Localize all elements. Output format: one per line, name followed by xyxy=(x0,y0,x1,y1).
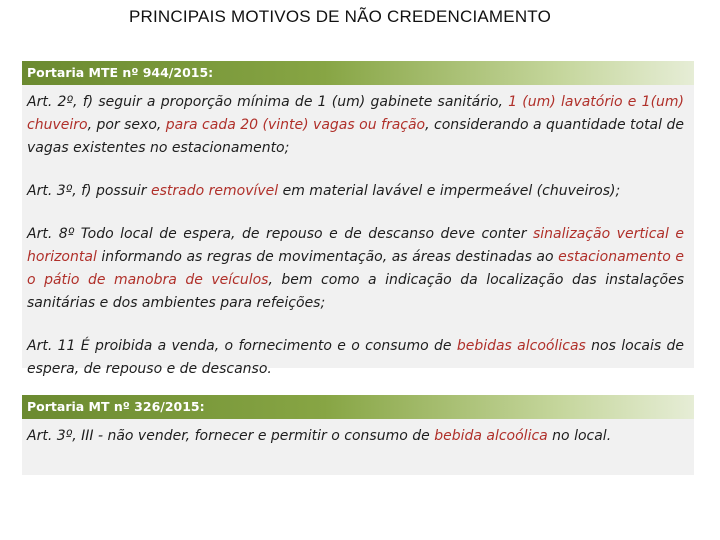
paragraph-text: informando as regras de movimentação, as áreas destinadas ao xyxy=(96,249,559,265)
paragraph-text: Art. 3º, f) possuir xyxy=(27,183,151,199)
paragraph-text: Art. 11 É proibida a venda, o fornecimento e o consumo de xyxy=(27,338,457,354)
section-header: Portaria MT nº 326/2015: xyxy=(22,395,694,419)
highlighted-text: para cada 20 (vinte) vagas ou fração xyxy=(165,117,426,133)
highlighted-text: bebida alcoólica xyxy=(434,428,548,444)
paragraph-text: nos locais de espera, de repouso e de descanso. xyxy=(27,338,684,377)
highlighted-text: estacionamento e o pátio de manobra de veículos xyxy=(27,249,684,288)
paragraph-text: no local. xyxy=(547,428,612,444)
section-body xyxy=(22,419,694,448)
paragraph-text: , por sexo, xyxy=(87,117,166,133)
highlighted-text: 1 (um) lavatório e 1(um) chuveiro xyxy=(27,94,684,133)
page-title: PRINCIPAIS MOTIVOS DE NÃO CREDENCIAMENTO xyxy=(128,7,552,26)
paragraph-text: Art. 8º Todo local de espera, de repouso e de descanso deve conter xyxy=(27,226,533,242)
highlighted-text: bebidas alcoólicas xyxy=(456,338,586,354)
highlighted-text: estrado removível xyxy=(150,183,279,199)
article-paragraph xyxy=(27,425,684,448)
article-paragraph xyxy=(27,91,684,160)
highlighted-text: sinalização vertical e horizontal xyxy=(27,226,684,265)
section-header: Portaria MTE nº 944/2015: xyxy=(22,61,694,85)
article-paragraph xyxy=(27,180,684,203)
paragraph-text: Art. 2º, f) seguir a proporção mínima de 1 (um) gabinete sanitário, xyxy=(27,94,509,110)
paragraph-text: em material lavável e impermeável (chuveiros); xyxy=(278,183,621,199)
article-paragraph xyxy=(27,335,684,381)
section-portaria-944 xyxy=(22,61,694,377)
article-paragraph xyxy=(27,223,684,315)
paragraph-text: Art. 3º, III - não vender, fornecer e permitir o consumo de xyxy=(27,428,435,444)
section-body xyxy=(22,85,694,381)
paragraph-text: , bem como a indicação da localização das instalações sanitárias e dos ambientes para refeições; xyxy=(27,272,684,311)
section-portaria-326 xyxy=(22,395,694,475)
paragraph-text: , considerando a quantidade total de vagas existentes no estacionamento; xyxy=(27,117,684,156)
